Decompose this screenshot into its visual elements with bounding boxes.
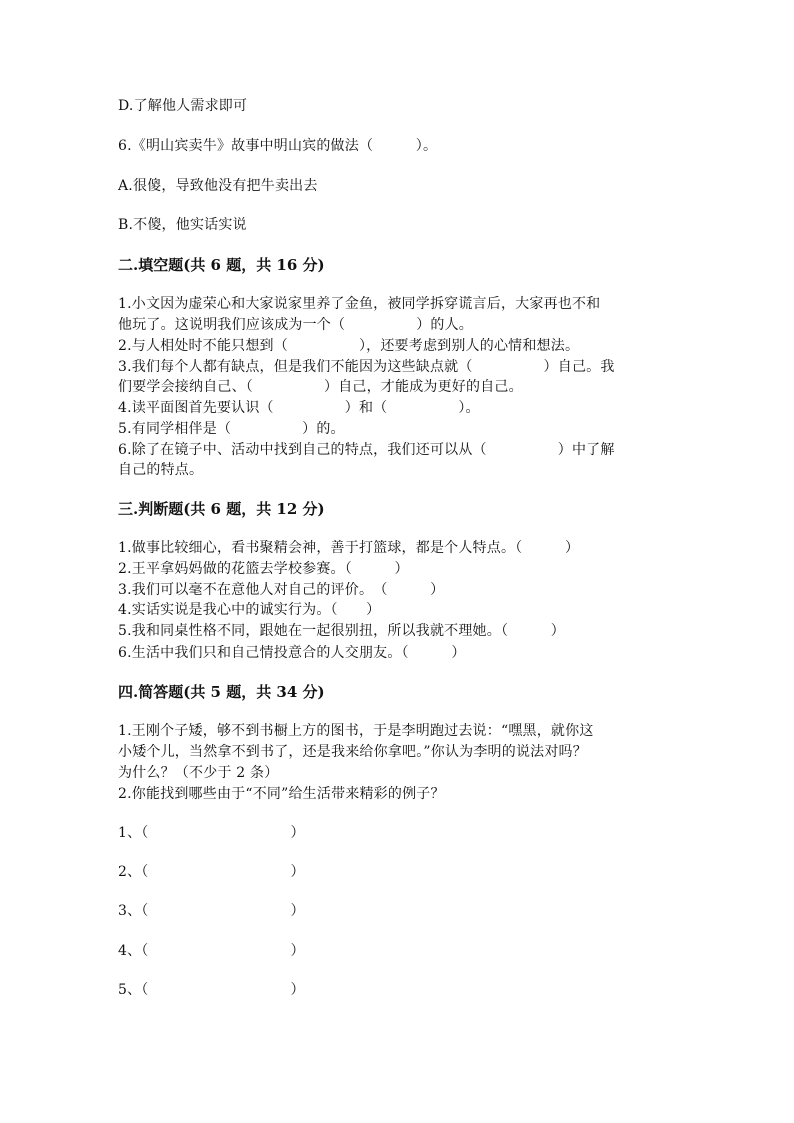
question-6: 6.《明山宾卖牛》故事中明山宾的做法（ ）。 <box>118 138 438 154</box>
fill-in-line: 5.有同学相伴是（ ）的。 <box>118 421 345 437</box>
question-6-option-a: A.很傻，导致他没有把牛卖出去 <box>118 178 318 194</box>
fill-in-line: 1.小文因为虚荣心和大家说家里养了金鱼，被同学拆穿谎言后，大家再也不和 <box>118 296 601 312</box>
true-false-line: 5.我和同桌性格不同，跟她在一起很别扭，所以我就不理她。（ ） <box>118 623 565 639</box>
answer-blank-1: 1、（ ） <box>118 825 305 841</box>
short-answer-line: 小矮个儿，当然拿不到书了，还是我来给你拿吧。”你认为李明的说法对吗？ <box>118 744 587 760</box>
section-heading-true-false: 三.判断题(共 6 题，共 12 分) <box>118 500 325 518</box>
option-d: D.了解他人需求即可 <box>118 98 248 114</box>
fill-in-line: 他玩了。这说明我们应该成为一个（ ）的人。 <box>118 317 473 333</box>
fill-in-line: 3.我们每个人都有缺点，但是我们不能因为这些缺点就（ ）自己。我 <box>118 359 615 375</box>
fill-in-line: 6.除了在镜子中、活动中找到自己的特点，我们还可以从（ ）中了解 <box>118 442 615 458</box>
fill-in-line: 4.读平面图首先要认识（ ）和（ ）。 <box>118 400 480 416</box>
answer-blank-5: 5、（ ） <box>118 982 305 998</box>
short-answer-line: 1.王刚个子矮，够不到书橱上方的图书，于是李明跑过去说：“嘿黑，就你这 <box>118 723 594 739</box>
true-false-line: 2.王平拿妈妈做的花篮去学校参赛。（ ） <box>118 561 409 577</box>
fill-in-line: 自己的特点。 <box>118 462 204 478</box>
answer-blank-4: 4、（ ） <box>118 943 305 959</box>
question-6-option-b: B.不傻，他实话实说 <box>118 217 247 233</box>
true-false-line: 1.做事比较细心，看书聚精会神，善于打篮球，都是个人特点。（ ） <box>118 540 580 556</box>
true-false-line: 3.我们可以毫不在意他人对自己的评价。 （ ） <box>118 582 445 598</box>
section-heading-fill-in: 二.填空题(共 6 题，共 16 分) <box>118 256 325 274</box>
answer-blank-3: 3、（ ） <box>118 903 305 919</box>
fill-in-line: 2.与人相处时不能只想到（ ），还要考虑到别人的心情和想法。 <box>118 338 580 354</box>
fill-in-line: 们要学会接纳自己、（ ）自己，才能成为更好的自己。 <box>118 379 523 395</box>
answer-blank-2: 2、（ ） <box>118 864 305 880</box>
section-heading-short-answer: 四.简答题(共 5 题，共 34 分) <box>118 683 325 701</box>
short-answer-line: 2.你能找到哪些由于“不同”给生活带来精彩的例子？ <box>118 786 445 802</box>
true-false-line: 4.实话实说是我心中的诚实行为。（ ） <box>118 602 381 618</box>
true-false-line: 6.生活中我们只和自己情投意合的人交朋友。（ ） <box>118 645 466 661</box>
short-answer-line: 为什么？（不少于 2 条） <box>118 765 279 781</box>
